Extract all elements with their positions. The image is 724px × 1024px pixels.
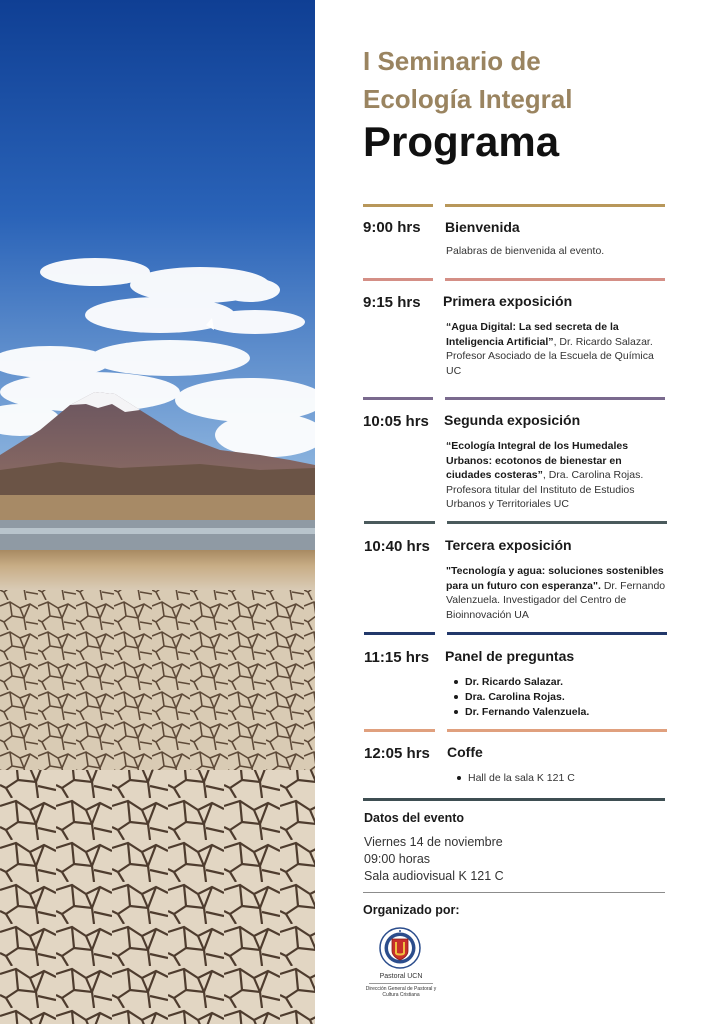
session-heading: Primera exposición — [443, 293, 573, 309]
pastoral-ucn-logo — [363, 925, 441, 1015]
heading-rule — [447, 521, 667, 524]
event-time: 09:00 horas — [364, 852, 431, 866]
event-venue: Sala audiovisual K 121 C — [364, 869, 504, 883]
time-rule — [364, 729, 435, 732]
panel-speakers-list — [454, 675, 589, 720]
session-description: Palabras de bienvenida al evento. — [446, 245, 605, 257]
speaker-info: , Dr. Ricardo Salazar. Profesor Asociado de la Escuela de Química UC — [446, 335, 654, 377]
session-heading: Panel de preguntas — [445, 648, 575, 664]
session-description — [446, 439, 668, 512]
landscape-photo — [0, 0, 315, 1024]
coffee-location-list — [457, 771, 575, 786]
organizer-heading: Organizado por: — [363, 903, 460, 917]
time-slot: 12:05 hrs — [364, 745, 430, 762]
heading-rule — [445, 278, 665, 281]
heading-rule — [445, 204, 665, 207]
list-item: Dr. Ricardo Salazar. — [454, 675, 589, 690]
speaker-info: Dr. Fernando Valenzuela. Investigador del Centro de Bioinnovación UA — [446, 579, 666, 621]
speaker-info: , Dra. Carolina Rojas. Profesora titular del Instituto de Estudios Urbanos y Territoriales UC — [446, 469, 644, 510]
time-rule — [364, 632, 435, 635]
program-panel — [363, 0, 668, 1024]
talk-title: "Tecnología y agua: soluciones sostenibles para un futuro con esperanza". — [446, 565, 664, 592]
seminar-title-line1: I Seminario de — [363, 46, 541, 76]
time-slot: 9:15 hrs — [363, 294, 421, 311]
list-item: Hall de la sala K 121 C — [457, 771, 575, 786]
time-slot: 10:05 hrs — [363, 413, 429, 430]
university-seal-icon — [379, 927, 421, 969]
heading-rule — [447, 632, 667, 635]
session-description — [446, 564, 668, 622]
time-slot: 11:15 hrs — [364, 649, 430, 666]
event-date: Viernes 14 de noviembre — [364, 835, 503, 849]
talk-title: “Ecología Integral de los Humedales Urbanos: ecotonos de bienestar en ciudades costeras” — [446, 440, 629, 481]
session-heading: Coffe — [447, 744, 483, 760]
talk-title: “Agua Digital: La sed secreta de la Inteligencia Artificial” — [446, 321, 619, 348]
time-rule — [363, 397, 433, 400]
event-details-heading: Datos del evento — [364, 811, 465, 825]
organizer-name: Pastoral UCN — [379, 973, 423, 980]
heading-rule — [447, 729, 667, 732]
heading-rule — [445, 397, 665, 400]
event-section-rule — [363, 798, 665, 801]
session-heading: Bienvenida — [445, 219, 520, 235]
organizer-subtitle: Dirección General de Pastoral y Cultura Cristiana — [365, 986, 437, 998]
time-rule — [363, 204, 433, 207]
time-slot: 10:40 hrs — [364, 538, 430, 555]
time-rule — [364, 521, 435, 524]
session-description — [446, 320, 668, 378]
session-heading: Segunda exposición — [444, 412, 581, 428]
divider — [363, 892, 665, 893]
time-rule — [363, 278, 433, 281]
divider — [369, 983, 433, 984]
seminar-title-line2: Ecología Integral — [363, 84, 573, 114]
list-item: Dr. Fernando Valenzuela. — [454, 705, 589, 720]
list-item: Dra. Carolina Rojas. — [454, 690, 589, 705]
program-title: Programa — [363, 118, 560, 165]
time-slot: 9:00 hrs — [363, 219, 421, 236]
session-heading: Tercera exposición — [445, 537, 572, 553]
